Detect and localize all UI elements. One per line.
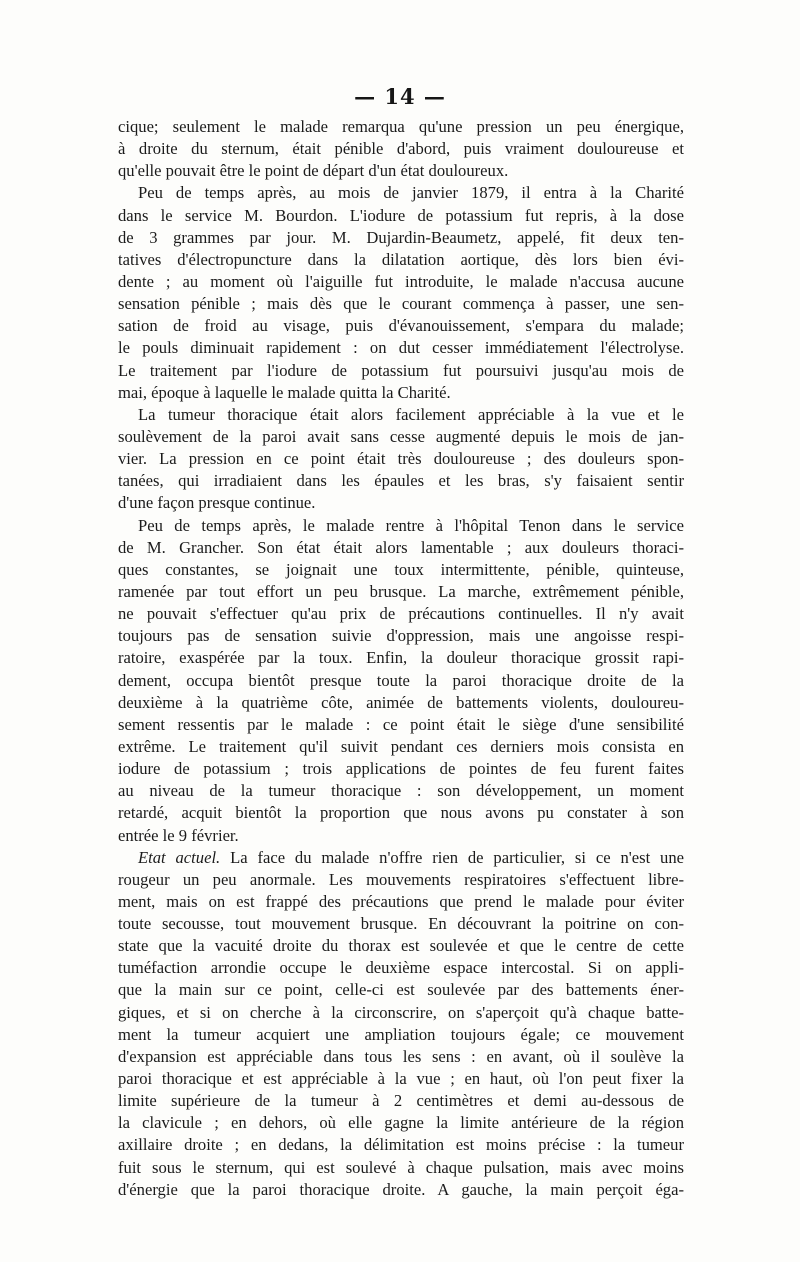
text-line: la clavicule ; en dehors, où elle gagne la limite antérieure de la région [118, 1113, 684, 1133]
text-line: sation de froid au visage, puis d'évanouissement, s'empara du malade; [118, 316, 684, 336]
text-line: retardé, acquit bientôt la proportion que nous avons pu constater à son [118, 803, 684, 823]
text-line: vier. La pression en ce point était très douloureuse ; des douleurs spon- [118, 449, 684, 469]
text-line: extrême. Le traitement qu'il suivit pendant ces derniers mois consista en [118, 736, 684, 756]
text-line: tatives d'électropuncture dans la dilatation aortique, dès lors bien évi- [118, 249, 684, 269]
text-line: paroi thoracique et est appréciable à la vue ; en haut, où l'on peut fixer la [118, 1069, 684, 1089]
text-line: tuméfaction arrondie occupe le deuxième espace intercostal. Si on appli- [118, 958, 684, 978]
text-line: cique; seulement le malade remarqua qu'une pression un peu énergique, [118, 117, 684, 136]
text-line: giques, et si on cherche à la circonscrire, on s'aperçoit qu'à chaque batte- [118, 1002, 684, 1022]
text-line: sement ressentis par le malade : ce point était le siège d'une sensibilité [118, 714, 684, 734]
text-line: La tumeur thoracique était alors facilement appréciable à la vue et le [138, 404, 684, 424]
text-line: toute secousse, tout mouvement brusque. En découvrant la poitrine on con- [118, 914, 684, 934]
paragraph [118, 515, 684, 847]
paragraph [118, 182, 684, 403]
text-line: soulèvement de la paroi avait sans cesse augmenté depuis le mois de jan- [118, 426, 684, 446]
text-line: Peu de temps après, le malade rentre à l'hôpital Tenon dans le service [138, 515, 684, 535]
section-lead: Etat actuel. [138, 847, 221, 867]
text-line: dement, occupa bientôt presque toute la paroi thoracique droite de la [118, 670, 684, 690]
text-line: ne pouvait s'effectuer qu'au prix de précautions continuelles. Il n'y avait [118, 604, 684, 624]
body-text [118, 116, 684, 1201]
text-line: fuit sous le sternum, qui est soulevé à chaque pulsation, mais avec moins [118, 1157, 684, 1177]
text-line: deuxième à la quatrième côte, animée de battements violents, douloureu- [118, 692, 684, 712]
text-line: entrée le 9 février. [118, 825, 239, 845]
text-line: rougeur un peu anormale. Les mouvements respiratoires s'effectuent libre- [118, 869, 684, 889]
text-line: au niveau de la tumeur thoracique : son développement, un moment [118, 781, 684, 801]
text-line: d'expansion est appréciable dans tous les sens : en avant, où il soulève la [118, 1046, 684, 1066]
text-line: iodure de potassium ; trois applications de pointes de feu furent faites [118, 759, 684, 779]
paragraph [118, 404, 684, 515]
text-line: dans le service M. Bourdon. L'iodure de potassium fut repris, à la dose [118, 205, 684, 225]
text-line: limite supérieure de la tumeur à 2 centimètres et demi au-dessous de [118, 1091, 684, 1111]
text-line: ratoire, exaspérée par la toux. Enfin, la douleur thoracique grossit rapi- [118, 648, 684, 668]
text-line: de M. Grancher. Son état était alors lamentable ; aux douleurs thoraci- [118, 537, 684, 557]
text-line: que la main sur ce point, celle-ci est soulevée par des battements éner- [118, 980, 684, 1000]
text-line: de 3 grammes par jour. M. Dujardin-Beaumetz, appelé, fit deux ten- [118, 227, 684, 247]
text-line: mai, époque à laquelle le malade quitta la Charité. [118, 382, 451, 402]
text-line: ment, mais on est frappé des précautions que prend le malade pour éviter [118, 891, 684, 911]
text-run: La face du malade n'offre rien de particulier, si ce n'est une [220, 847, 684, 867]
text-line: dente ; au moment où l'aiguille fut introduite, le malade n'accusa aucune [118, 271, 684, 291]
text-line: Le traitement par l'iodure de potassium fut poursuivi jusqu'au mois de [118, 360, 684, 380]
text-line: d'une façon presque continue. [118, 493, 316, 513]
text-line: tanées, qui irradiaient dans les épaules et les bras, s'y faisaient sentir [118, 471, 684, 491]
paragraph [118, 847, 684, 1201]
text-line: qu'elle pouvait être le point de départ d'un état douloureux. [118, 161, 509, 181]
text-line: sensation pénible ; mais dès que le courant commença à passer, une sen- [118, 294, 684, 314]
text-line: d'énergie que la paroi thoracique droite. A gauche, la main perçoit éga- [118, 1179, 684, 1199]
paragraph [118, 116, 684, 182]
text-line: ment la tumeur acquiert une ampliation toujours égale; ce mouvement [118, 1024, 684, 1044]
page-number: — 14 — [354, 84, 446, 109]
text-line: Peu de temps après, au mois de janvier 1879, il entra à la Charité [138, 183, 684, 203]
text-line: à droite du sternum, était pénible d'abord, puis vraiment douloureuse et [118, 139, 684, 159]
text-line [118, 847, 684, 869]
text-line: ramenée par tout effort un peu brusque. La marche, extrêmement pénible, [118, 581, 684, 601]
text-line: state que la vacuité droite du thorax est soulevée et que le centre de cette [118, 936, 684, 956]
text-line: ques constantes, se joignait une toux intermittente, pénible, quinteuse, [118, 559, 684, 579]
text-line: axillaire droite ; en dedans, la délimitation est moins précise : la tumeur [118, 1135, 684, 1155]
text-line: le pouls diminuait rapidement : on dut cesser immédiatement l'électrolyse. [118, 338, 684, 358]
text-line: toujours pas de sensation suivie d'oppression, mais une angoisse respi- [118, 626, 684, 646]
